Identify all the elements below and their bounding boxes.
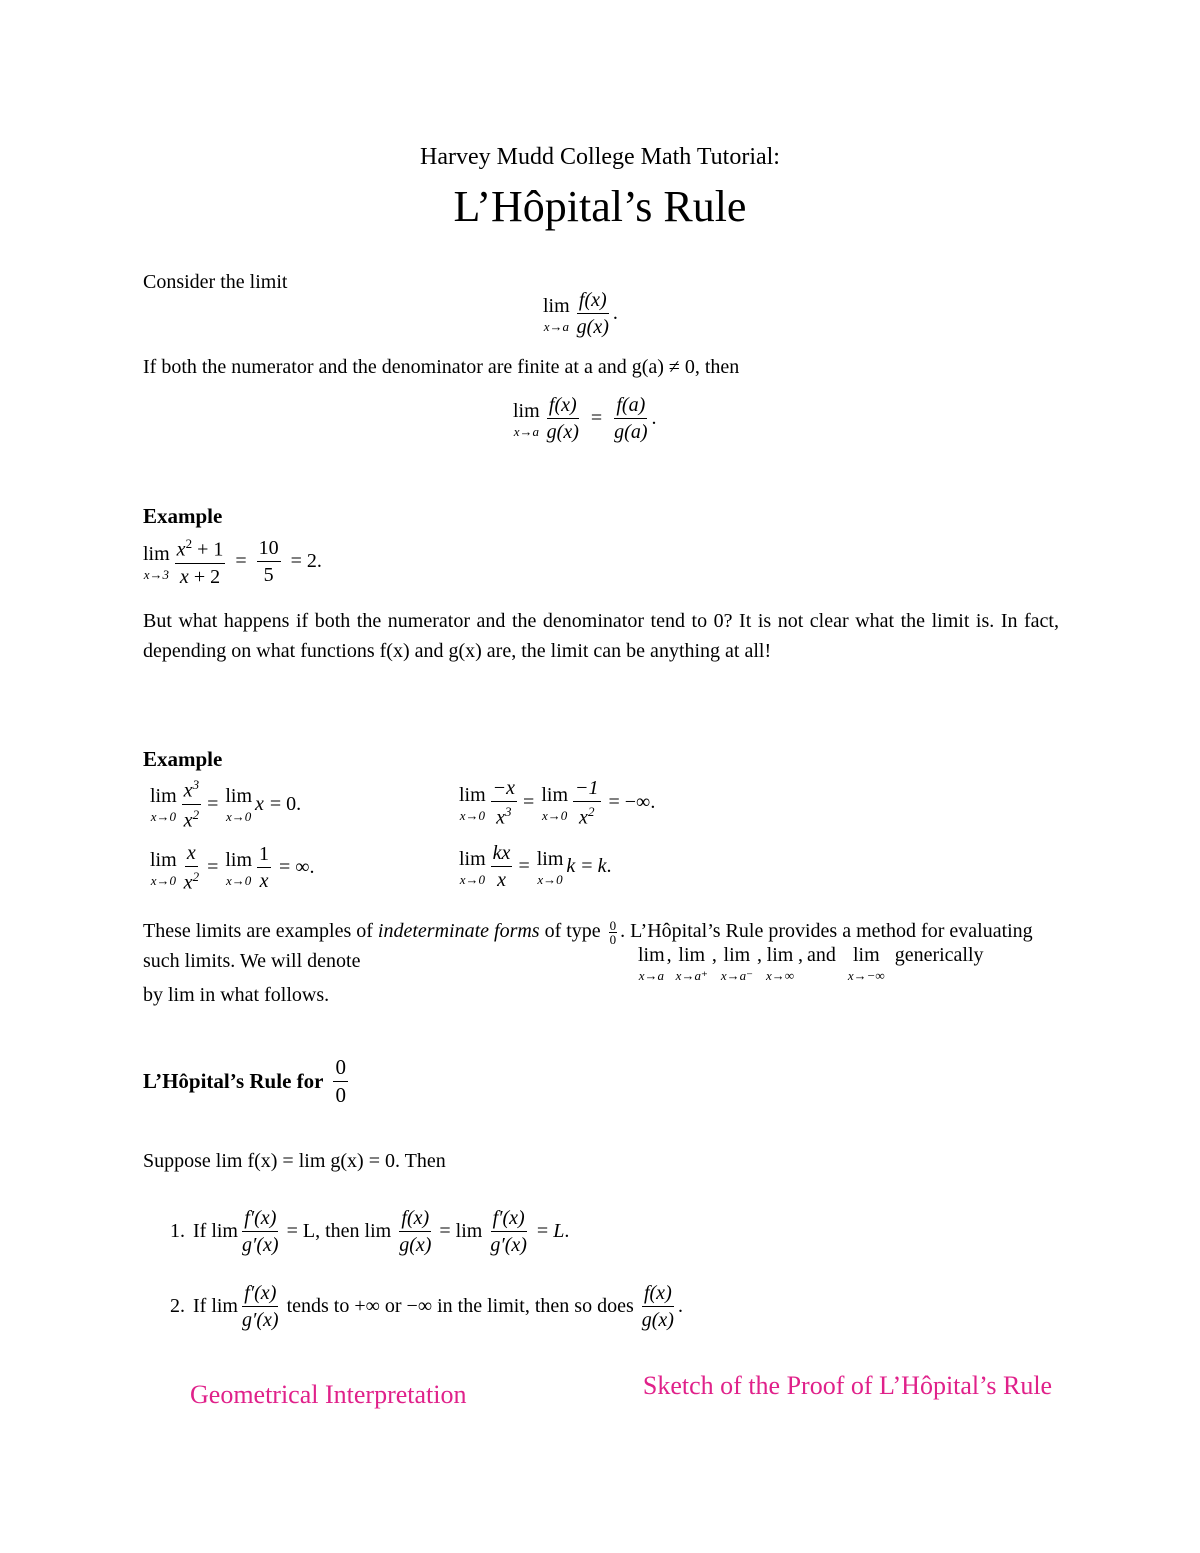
suppose-text: Suppose lim f(x) = lim g(x) = 0. Then bbox=[143, 1150, 446, 1172]
example2-formula-b: lim x→0 $\frac{-x}{x^3}$ = lim x→0 $\frac{-1}{x^2}$ = −∞. bbox=[459, 777, 656, 829]
indeterminate-line2: lim x→a , lim x→a⁺ , lim x→a⁻ , lim x→∞ , and lim x→−∞ generically bbox=[638, 944, 984, 983]
example2-formula-d: lim x→0 $\frac{kx}{x}$ = lim x→0 k = k. bbox=[459, 842, 612, 891]
finite-text: If both the numerator and the denominator are finite at a and g(a) ≠ 0, then bbox=[143, 356, 740, 378]
rule-item-1: 1. If lim $\frac{f'(x)}{g'(x)}$ = L, then lim $\frac{f(x)}{g(x)}$ = lim $\frac{f'(x)}{g'(x)}$ = L. bbox=[170, 1207, 570, 1256]
example1-heading: Example bbox=[143, 504, 223, 528]
rule-heading: L’Hôpital’s Rule for $\frac{0}{0}$ bbox=[143, 1055, 346, 1107]
example2-formula-c: lim x→0 $\frac{x}{x^2}$ = lim x→0 $\frac{1}{x}$ = ∞. bbox=[150, 842, 315, 894]
paragraph-zero: But what happens if both the numerator and the denominator tend to 0? It is not clear what the limit is. In fact, depending on what functions f(x) and g(x) are, the limit can be anything at all! bbox=[143, 610, 1059, 662]
rule-item-2: 2. If lim $\frac{f'(x)}{g'(x)}$ tends to +∞ or −∞ in the limit, then so does $\frac{f(x)}{g(x)}$ . bbox=[170, 1282, 683, 1331]
page-title: L’Hôpital’s Rule bbox=[453, 182, 747, 231]
consider-text: Consider the limit bbox=[143, 271, 288, 293]
proof-sketch-link[interactable]: Sketch of the Proof of L’Hôpital’s Rule bbox=[642, 1371, 1053, 1400]
geometric-interpretation-link[interactable]: Geometrical Interpretation bbox=[190, 1380, 467, 1409]
example1-formula: lim x→3 $\frac{x^2 + 1}{x + 2}$ = $\frac{10}{5}$ = 2. bbox=[143, 536, 322, 588]
formula-limit-eq: lim x→a $\frac{f(x)}{g(x)}$ = $\frac{f(a)}{g(a)}$ . bbox=[513, 394, 657, 443]
indeterminate-line3: by lim in what follows. bbox=[143, 984, 330, 1006]
example2-formula-a: lim x→0 $\frac{x^3}{x^2}$ = lim x→0 x = 0. bbox=[150, 777, 302, 832]
indeterminate-line1: These limits are examples of indeterminate forms of type $\frac{0}{0}$ . L’Hôpital’s Rule provides a method for evaluating such limits. We will denote bbox=[143, 917, 1033, 972]
formula-limit-fg: lim x→a $\frac{f(x)}{g(x)}$ . bbox=[543, 289, 618, 338]
example2-heading: Example bbox=[143, 747, 223, 771]
subtitle: Harvey Mudd College Math Tutorial: bbox=[420, 144, 780, 170]
